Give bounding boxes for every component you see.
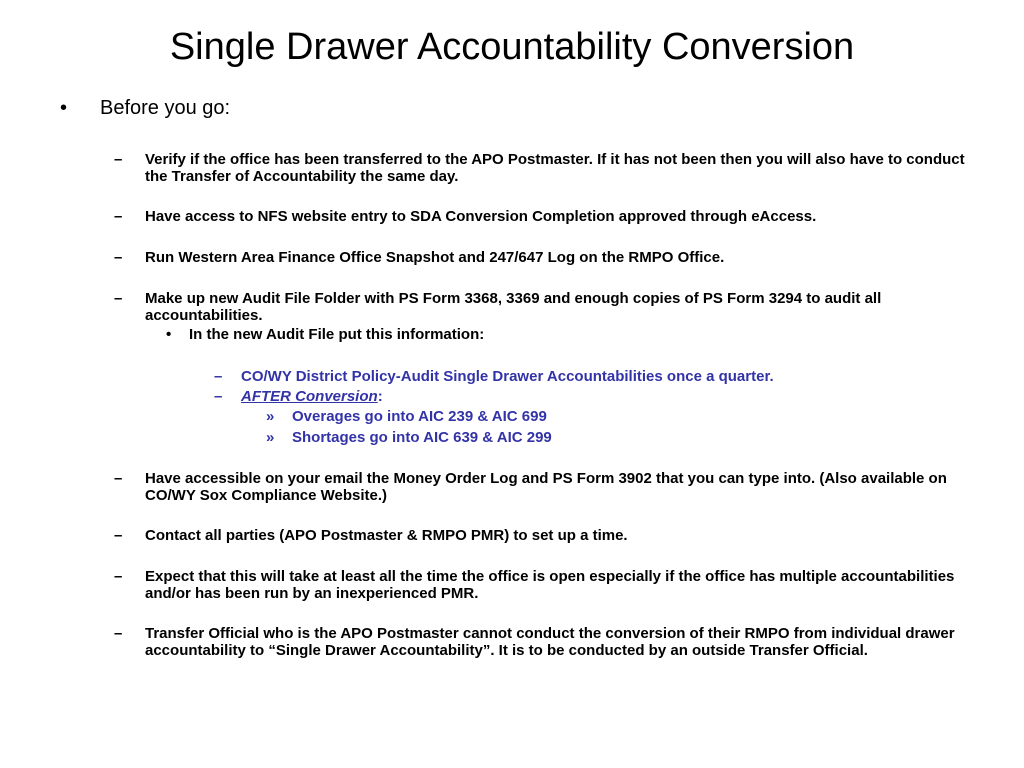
bullet-before-you-go <box>60 96 980 120</box>
overages-text: Overages go into AIC 239 & AIC 699 <box>292 408 547 425</box>
dash-marker: – <box>214 388 223 405</box>
list-item <box>114 249 974 266</box>
list-item <box>114 208 974 225</box>
list-item <box>114 470 974 504</box>
list-item-text: Transfer Official who is the APO Postmaster cannot conduct the conversion of their RMPO from individual drawer accountability to “Single Drawer Accountability”. It is to be conducted by an outside Transfer Official. <box>145 625 955 659</box>
list-item-text: Verify if the office has been transferred to the APO Postmaster. If it has not been then you will also have to conduct the Transfer of Accountability the same day. <box>145 151 965 185</box>
policy-note <box>214 368 974 385</box>
dash-marker: – <box>114 568 123 585</box>
list-item <box>114 290 974 324</box>
dash-marker: – <box>114 625 123 642</box>
dash-marker: – <box>114 470 123 487</box>
bullet-marker: • <box>60 97 68 119</box>
overages-item <box>266 408 966 425</box>
shortages-item <box>266 429 966 446</box>
dot-marker: • <box>166 326 172 343</box>
list-item <box>114 625 974 659</box>
list-item-text: Contact all parties (APO Postmaster & RMPO PMR) to set up a time. <box>145 527 628 544</box>
bullet-text: Before you go: <box>100 97 231 119</box>
dash-marker: – <box>214 368 223 385</box>
slide-title: Single Drawer Accountability Conversion <box>169 26 855 68</box>
raquo-marker: » <box>266 408 275 425</box>
dash-marker: – <box>114 151 123 168</box>
list-item-text: Make up new Audit File Folder with PS Form 3368, 3369 and enough copies of PS Form 3294 to audit all accountabilities. <box>145 290 882 324</box>
dash-marker: – <box>114 290 123 307</box>
list-item <box>114 151 974 185</box>
after-conversion-text <box>214 388 974 405</box>
shortages-text: Shortages go into AIC 639 & AIC 299 <box>292 429 552 446</box>
dash-marker: – <box>114 527 123 544</box>
list-item <box>114 568 974 602</box>
list-item-text: Have access to NFS website entry to SDA Conversion Completion approved through eAccess. <box>145 208 817 225</box>
after-conversion-note <box>214 388 974 405</box>
list-item-text: Expect that this will take at least all the time the office is open especially if the office has multiple accountabilities and/or has been run by an inexperienced PMR. <box>145 568 955 602</box>
after-conversion-colon: : <box>377 388 383 405</box>
dash-marker: – <box>114 249 123 266</box>
list-item <box>114 527 974 544</box>
after-conversion-link[interactable]: AFTER Conversion <box>241 388 378 405</box>
list-item-text: Run Western Area Finance Office Snapshot and 247/647 Log on the RMPO Office. <box>145 249 725 266</box>
list-item-text: Have accessible on your email the Money Order Log and PS Form 3902 that you can type into. (Also available on CO/WY Sox Compliance Website.) <box>145 470 947 504</box>
raquo-marker: » <box>266 429 275 446</box>
sub-list-item <box>166 326 966 343</box>
sub-list-item-text: In the new Audit File put this information: <box>189 326 485 343</box>
policy-note-text: CO/WY District Policy-Audit Single Drawer Accountabilities once a quarter. <box>241 368 774 385</box>
dash-marker: – <box>114 208 123 225</box>
